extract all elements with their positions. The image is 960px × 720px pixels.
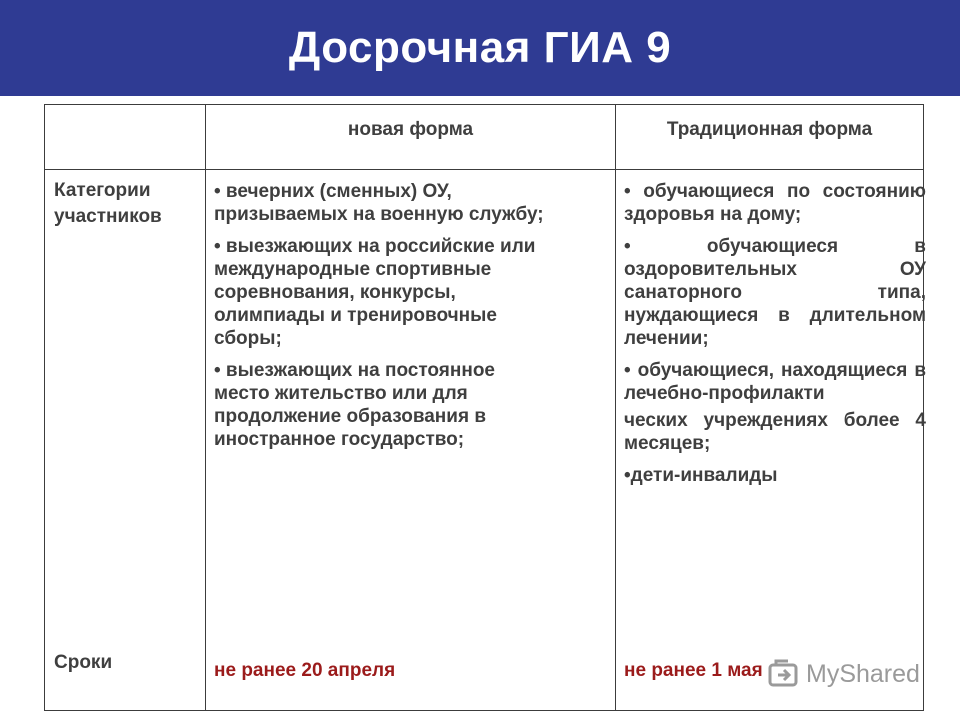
myshared-logo-icon	[768, 657, 802, 691]
header-row	[45, 105, 924, 170]
list-item: •дети-инвалиды	[624, 465, 778, 486]
comparison-table	[44, 104, 924, 711]
list-item: • обучающиеся в оздоровительных ОУ санаторного типа, нуждающиеся в длительном лечении;	[624, 236, 926, 349]
watermark-text: MyShared	[806, 659, 920, 688]
traditional-form-deadline: не ранее 1 мая	[624, 660, 763, 681]
myshared-watermark	[768, 656, 920, 692]
list-item: • выезжающих на российские или международные спортивные соревнования, конкурсы, олимпиады и тренировочные сборы;	[214, 236, 536, 349]
deadlines-label: Сроки	[54, 652, 113, 673]
list-item: • выезжающих на постоянное место жительство или для продолжение образования в иностранное государство;	[214, 360, 495, 450]
list-item: • обучающиеся, находящиеся в лечебно-профилакти	[624, 360, 926, 404]
slide-title: Досрочная ГИА 9	[288, 23, 672, 72]
body-row	[45, 170, 924, 711]
row-labels-cell	[45, 170, 206, 711]
header-label-empty	[45, 105, 205, 119]
traditional-form-bullet-list	[624, 180, 926, 496]
header-label-new-form: новая форма	[347, 119, 474, 140]
new-form-deadline: не ранее 20 апреля	[214, 660, 396, 681]
list-item: ческих учреждениях более 4 месяцев;	[624, 410, 926, 454]
traditional-form-cell	[616, 170, 924, 711]
new-form-cell	[206, 170, 616, 711]
categories-label: Категории участников	[54, 180, 162, 227]
header-cell-traditional-form	[616, 105, 924, 170]
header-cell-empty	[45, 105, 206, 170]
title-bar	[0, 0, 960, 96]
header-cell-new-form	[206, 105, 616, 170]
header-label-traditional-form: Традиционная форма	[666, 119, 873, 140]
list-item: • вечерних (сменных) ОУ, призываемых на военную службу;	[214, 181, 544, 225]
new-form-bullet-list	[214, 180, 554, 460]
list-item: • обучающиеся по состоянию здоровья на дому;	[624, 181, 926, 225]
